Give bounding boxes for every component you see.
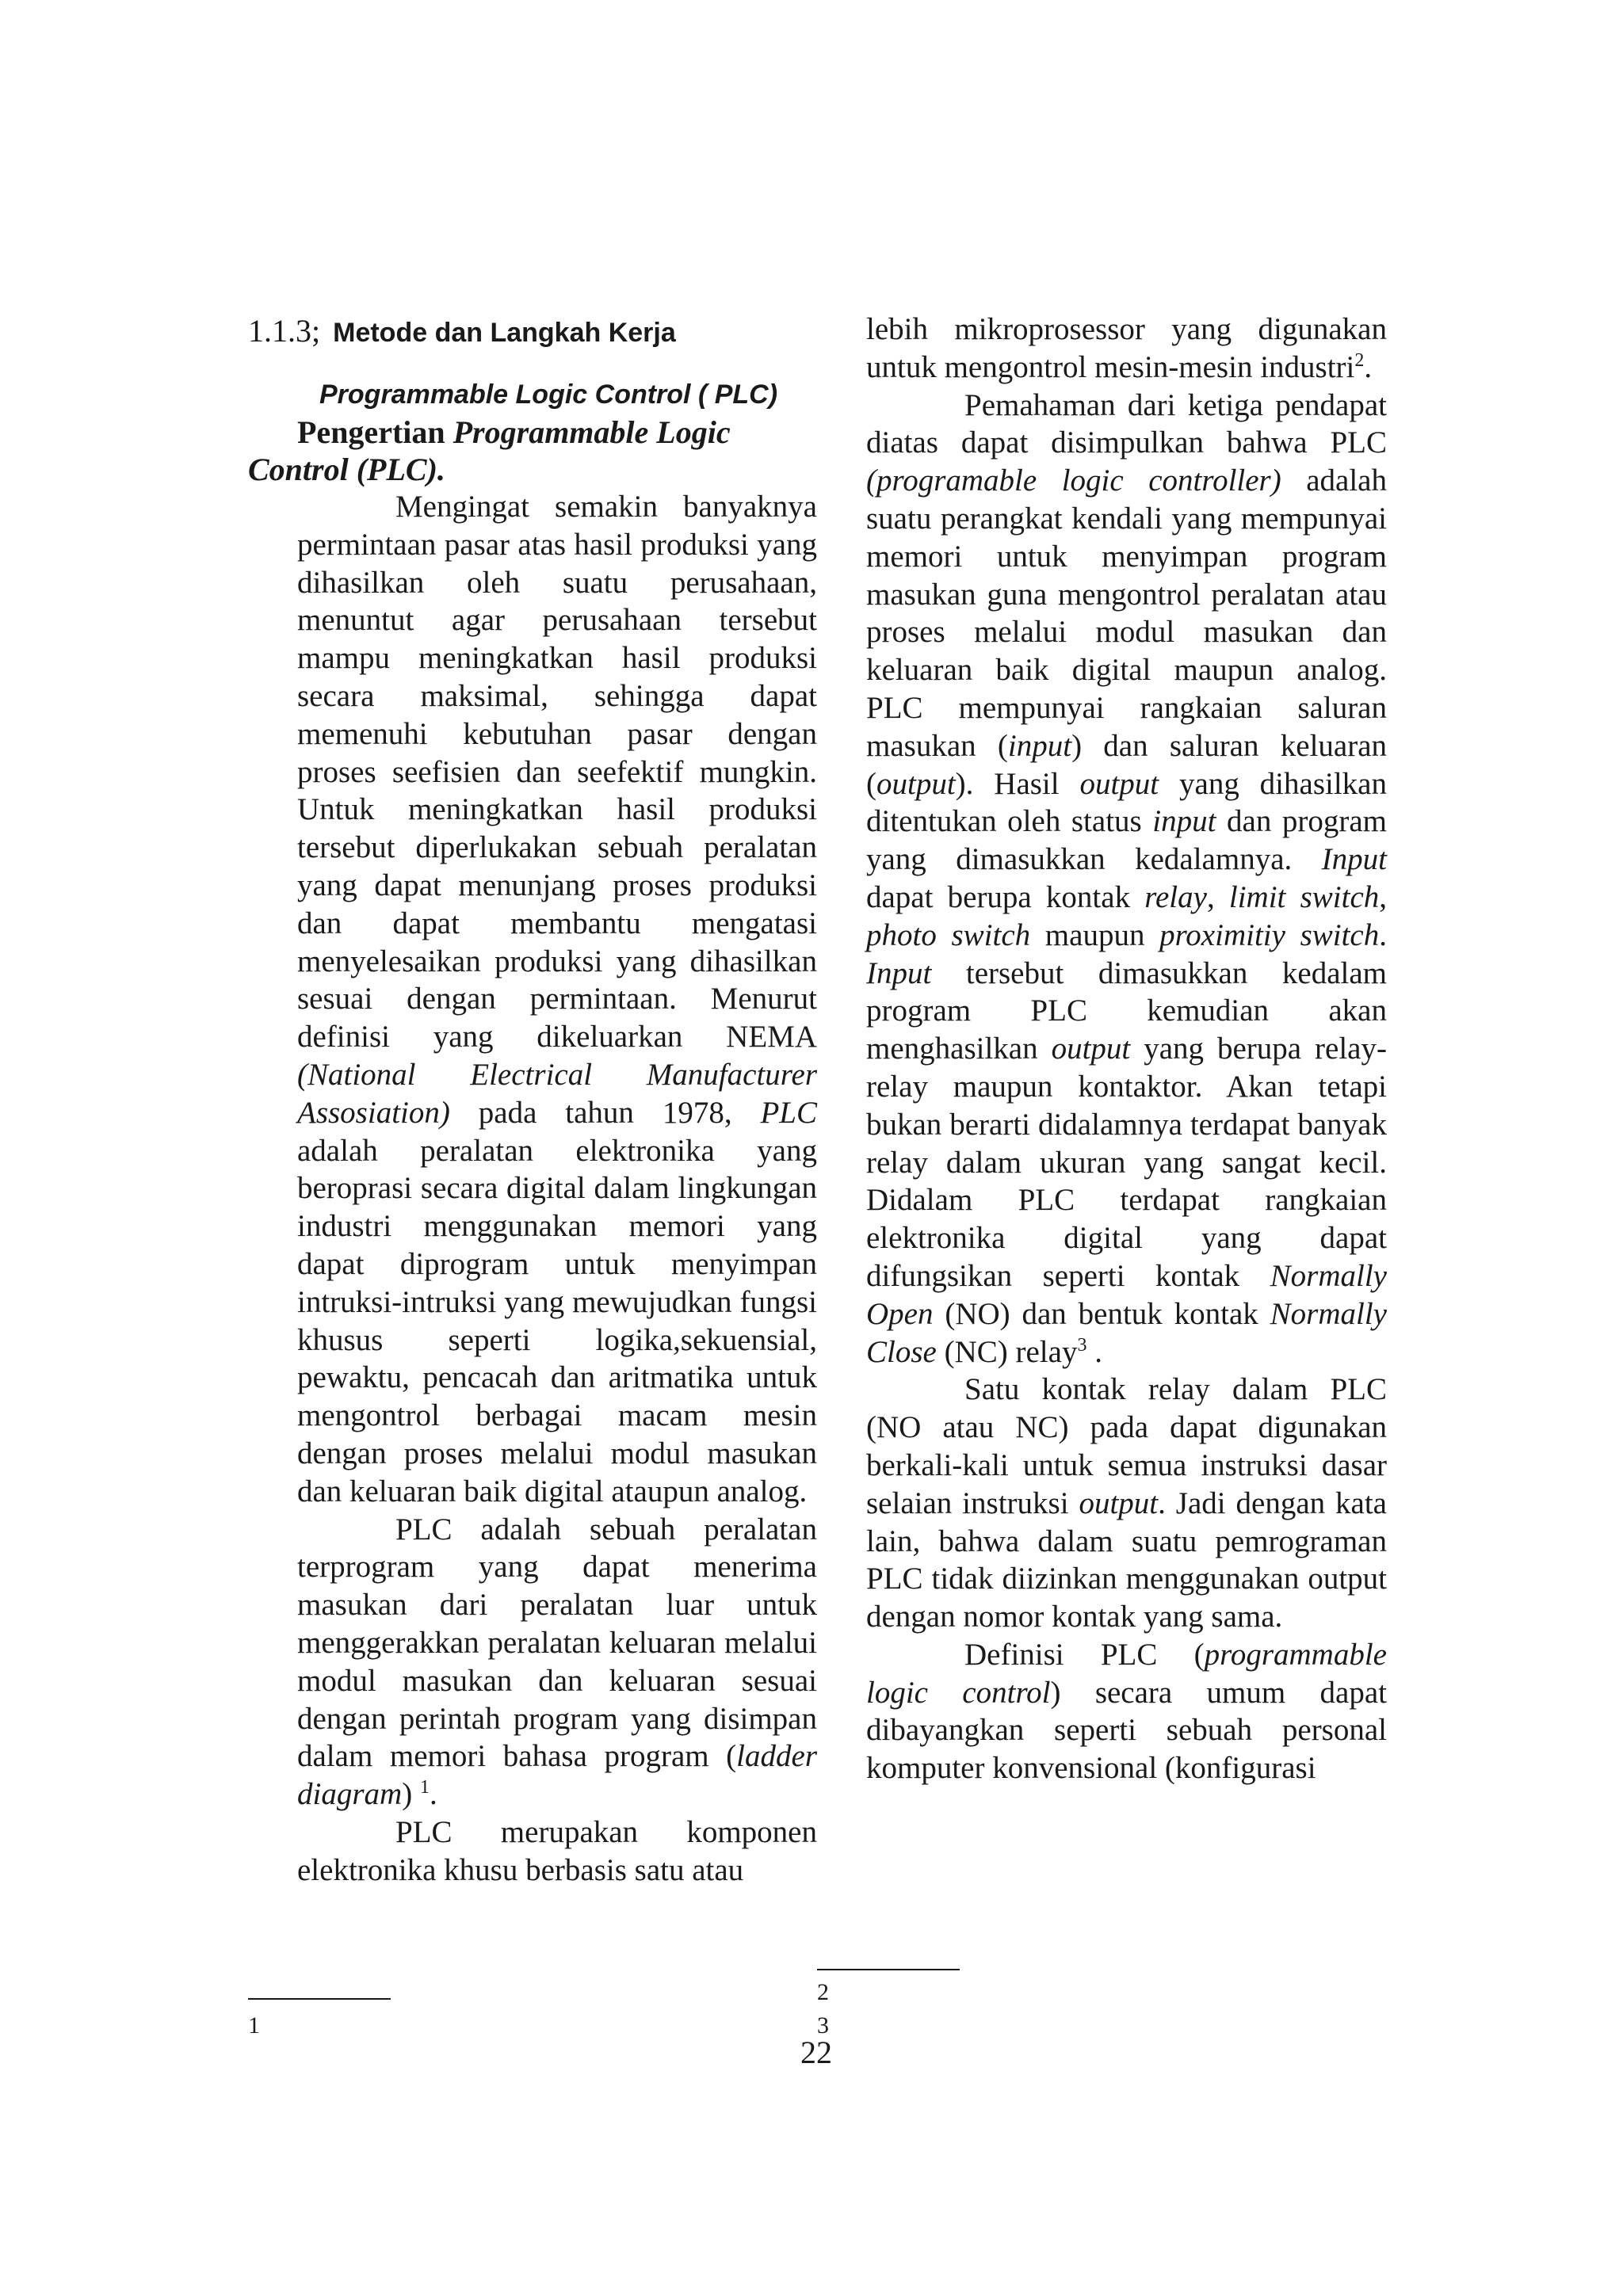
heading-italic-1: Programmable Logic <box>453 414 731 450</box>
section-number: 1.1.3; <box>248 313 321 349</box>
footnote-rule-left <box>248 1998 391 2000</box>
right-paragraph-1: lebih mikroprosessor yang digunakan untuk mengontrol mesin-mesin industri$^2$. <box>866 312 1387 384</box>
footnote-number-2: 2 <box>817 1979 829 2005</box>
page-number: 22 <box>800 2035 832 2070</box>
footnote-ref-2: 2 <box>1354 349 1365 371</box>
footnote-ref-3: 3 <box>1077 1334 1087 1356</box>
left-paragraph-3: PLC merupakan komponen elektronika khusu berbasis satu atau <box>297 1814 817 1887</box>
subheading: Programmable Logic Control ( PLC) <box>319 379 778 410</box>
page-heading <box>248 414 817 488</box>
footnote-number-3: 3 <box>817 2012 829 2039</box>
right-paragraph-4: Definisi PLC (programmable logic control) secara umum dapat dibayangkan seperti sebuah personal komputer konvensional (konfigurasi <box>866 1637 1387 1786</box>
right-paragraph-3: Satu kontak relay dalam PLC (NO atau NC) pada dapat digunakan berkali-kali untuk semua instruksi dasar selaian instruksi output. Jadi dengan kata lain, bahwa dalam suatu pemrograman PLC tidak diizinkan menggunakan output dengan nomor kontak yang sama. <box>866 1372 1387 1634</box>
heading-italic-2: Control (PLC). <box>248 452 445 487</box>
heading-bold: Pengertian <box>297 414 453 450</box>
right-column <box>866 311 1387 1787</box>
section-heading <box>248 311 817 353</box>
section-title: Metode dan Langkah Kerja <box>333 318 676 348</box>
footnote-rule-middle <box>817 1969 960 1970</box>
right-paragraph-2: Pemahaman dari ketiga pendapat diatas dapat disimpulkan bahwa PLC (programable logic controller) adalah suatu perangkat kendali yang mempunyai memori untuk menyimpan program masukan guna mengontrol peralatan atau proses melalui modul masukan dan keluaran baik digital maupun analog. PLC mempunyai rangkaian saluran masukan (input) dan saluran keluaran (output). Hasil output yang dihasilkan ditentukan oleh status input dan program yang dimasukkan kedalamnya. Input dapat berupa kontak relay, limit switch, photo switch maupun proximitiy switch. Input tersebut dimasukkan kedalam program PLC kemudian akan menghasilkan output yang berupa relay-relay maupun kontaktor. Akan tetapi bukan berarti didalamnya terdapat banyak relay dalam ukuran yang sangat kecil. Didalam PLC terdapat rangkaian elektronika digital yang dapat difungsikan seperti kontak Normally Open (NO) dan bentuk kontak Normally Close (NC) relay$^3$ . <box>866 387 1388 1369</box>
footnote-number-left: 1 <box>248 2012 260 2039</box>
footnote-ref-1: 1 <box>419 1777 430 1798</box>
left-paragraph-1: Mengingat semakin banyaknya permintaan pasar atas hasil produksi yang dihasilkan oleh suatu perusahaan, menuntut agar perusahaan tersebut mampu meningkatkan hasil produksi secara maksimal, sehingga dapat memenuhi kebutuhan pasar dengan proses seefisien dan seefektif mungkin. Untuk meningkatkan hasil produksi tersebut diperlukakan sebuah peralatan yang dapat menunjang proses produksi dan dapat membantu mengatasi menyelesaikan produksi yang dihasilkan sesuai dengan permintaan. Menurut definisi yang dikeluarkan NEMA (National Electrical Manufacturer Assosiation) pada tahun 1978, PLC adalah peralatan elektronika yang beroprasi secara digital dalam lingkungan industri menggunakan memori yang dapat diprogram untuk menyimpan intruksi-intruksi yang mewujudkan fungsi khusus seperti logika,sekuensial, pewaktu, pencacah dan aritmatika untuk mengontrol berbagai macam mesin dengan proses melalui modul masukan dan keluaran baik digital ataupun analog. <box>297 490 817 1508</box>
left-paragraph-2: PLC adalah sebuah peralatan terprogram yang dapat menerima masukan dari peralatan luar untuk menggerakkan peralatan keluaran melalui modul masukan dan keluaran sesuai dengan perintah program yang disimpan dalam memori bahasa program (ladder diagram) $^1$. <box>297 1512 817 1812</box>
left-column <box>248 311 817 1889</box>
